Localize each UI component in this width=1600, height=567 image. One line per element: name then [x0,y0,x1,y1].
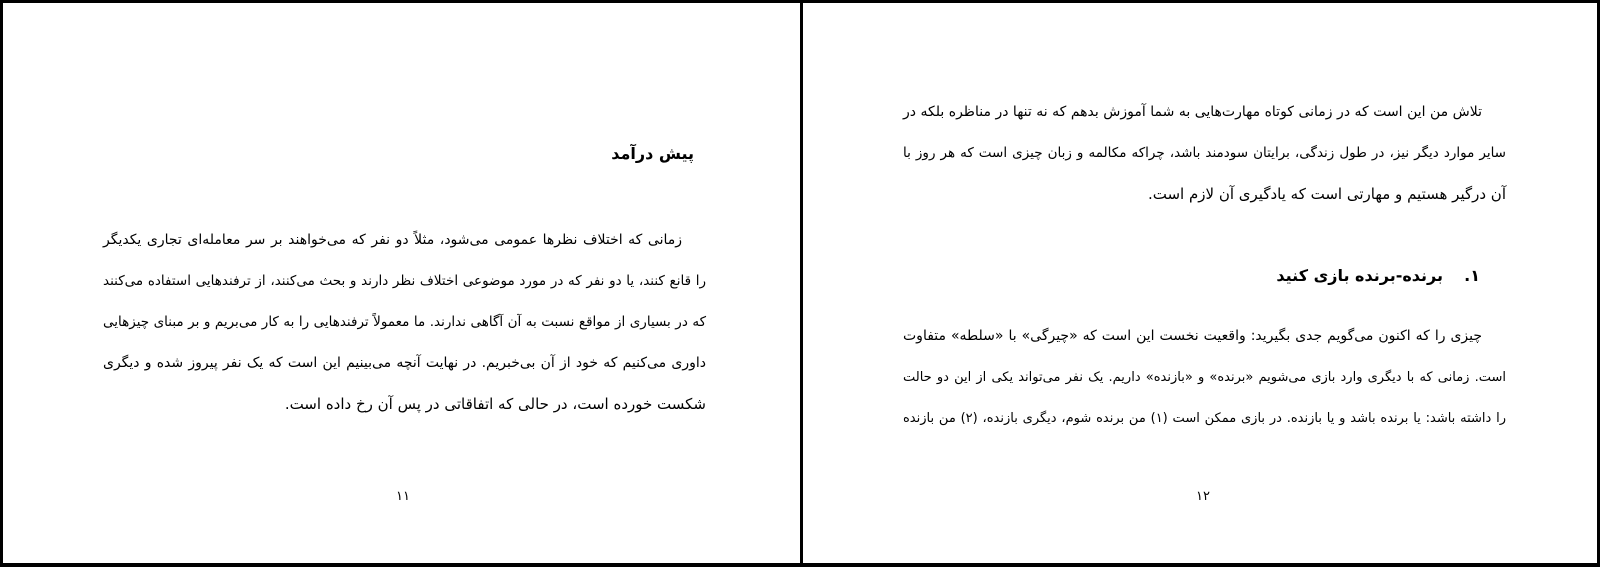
section-number: ۱. [1464,266,1480,285]
paragraph-line: تلاش من این است که در زمانی کوتاه مهارت‌هایی به شما آموزش بدهم که نه تنها در مناظره بلکه در [903,104,1482,120]
page-divider [800,0,803,567]
paragraph-line: که در بسیاری از مواقع نسبت به آن آگاهی ندارند. ما معمولاً ترفندهایی را به کار می‌بریم و بر مبنای چیزهایی [103,314,706,330]
paragraph-line: آن درگیر هستیم و مهارتی است که یادگیری آن لازم است. [1147,185,1506,203]
paragraph-line: شکست خورده است، در حالی که اتفاقاتی در پس آن رخ داده است. [284,395,706,413]
left-page-number: ۱۱ [396,489,410,504]
left-page-paragraph [103,220,706,425]
paragraph-line: را داشته باشد: یا برنده باشد و یا بازنده. در بازی ممکن است (۱) من برنده شوم، دیگری بازنده، (۲) من بازنده [903,411,1507,426]
paragraph-line: داوری می‌کنیم که خود از آن بی‌خبریم. در نهایت آنچه می‌بینیم این است که یک نفر پیروز شده و دیگری [103,355,706,371]
right-page-intro-paragraph [903,92,1506,215]
paragraph-line: سایر موارد دیگر نیز، در طول زندگی، برایتان سودمند باشد، چراکه مکالمه و زبان چیزی است که هر روز با [903,145,1506,161]
section-heading [1276,266,1480,285]
right-page-section-paragraph [903,316,1506,439]
right-page-number: ۱۲ [1196,489,1210,504]
left-page-heading: پیش درآمد [611,144,694,163]
paragraph-line: را قانع کنند، یا دو نفر که در مورد موضوعی اختلاف نظر دارند و بحث می‌کنند، از ترفندهایی استفاده می‌کنند [103,273,706,289]
section-title: برنده-برنده بازی کنید [1276,266,1443,285]
paragraph-line: زمانی که اختلاف نظرها عمومی می‌شود، مثلاً دو نفر که می‌خواهند بر سر معامله‌ای تجاری یکدیگر [103,232,682,248]
paragraph-line: است. زمانی که با دیگری وارد بازی می‌شویم «برنده» و «بازنده» داریم. یک نفر می‌تواند یکی از این دو حالت [903,370,1506,385]
paragraph-line: چیزی را که اکنون می‌گویم جدی بگیرید: واقعیت نخست این است که «چیرگی» با «سلطه» متفاوت [903,328,1482,344]
